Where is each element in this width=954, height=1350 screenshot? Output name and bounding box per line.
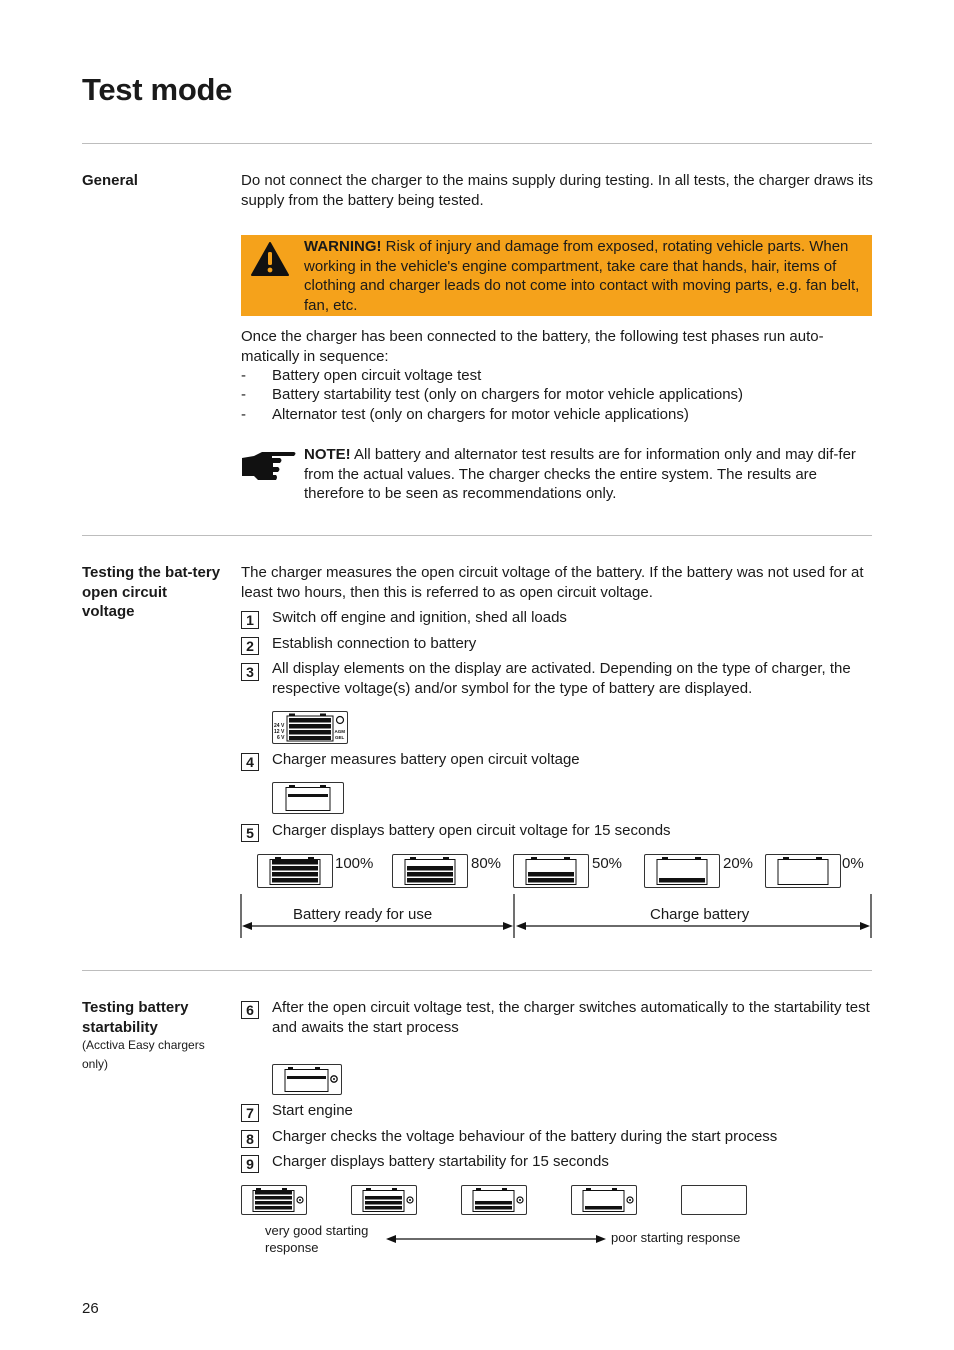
- step-number: 7: [241, 1104, 259, 1122]
- page-number: 26: [82, 1300, 99, 1317]
- startability-bar: [585, 1206, 622, 1210]
- section-heading-startability: Testing battery startability: [82, 999, 189, 1036]
- battery-level-display: [644, 854, 720, 888]
- scale-label-good: very good starting response: [265, 1223, 369, 1255]
- warning-triangle-icon: [250, 241, 290, 277]
- step-number: 2: [241, 637, 259, 655]
- ocv-intro: The charger measures the open circuit voltage of the battery. If the battery was not used for at least two hours, then this is referred to as open circuit voltage.: [241, 564, 864, 601]
- step-number: 1: [241, 611, 259, 629]
- level-percent: 100%: [335, 855, 374, 872]
- startability-bar: [365, 1206, 402, 1210]
- step-text: All display elements on the display are activated. Depending on the type of charger, the respective voltage(s) and/or symbol for the type of battery are displayed.: [272, 660, 851, 697]
- level-percent: 0%: [842, 855, 864, 872]
- step-text: Start engine: [272, 1102, 353, 1119]
- warning-box: [241, 235, 872, 316]
- battery-level-display: [513, 854, 589, 888]
- voltage-label: 24 V: [274, 723, 285, 729]
- step-text: Switch off engine and ignition, shed all loads: [272, 609, 567, 626]
- battery-level-display: [392, 854, 468, 888]
- startability-level-display: [351, 1185, 417, 1215]
- level-percent: 20%: [723, 855, 754, 872]
- step-text: Establish connection to battery: [272, 635, 477, 652]
- step-text: Charger measures battery open circuit voltage: [272, 751, 580, 768]
- startability-bar: [255, 1191, 292, 1195]
- level-bar: [407, 866, 453, 871]
- startability-bar: [475, 1201, 512, 1205]
- startability-bar: [255, 1201, 292, 1205]
- battery-type-label: AGM: [334, 729, 345, 734]
- note-label: NOTE!: [304, 446, 351, 463]
- level-bar: [272, 860, 318, 865]
- battery-level-display: [257, 854, 333, 888]
- note-text: [304, 445, 873, 504]
- startability-note: (Acctiva Easy chargers only): [82, 1038, 205, 1071]
- range-label-ready: Battery ready for use: [293, 906, 433, 923]
- display-startability-wait: [272, 1064, 342, 1095]
- level-bar: [528, 872, 574, 877]
- level-bar: [272, 866, 318, 871]
- step-number: 6: [241, 1001, 259, 1019]
- level-bar: [407, 878, 453, 883]
- warning-text: [304, 237, 870, 315]
- step-text: Charger checks the voltage behaviour of the battery during the start process: [272, 1128, 778, 1145]
- display-measuring: [272, 782, 344, 814]
- level-bar: [407, 872, 453, 877]
- step-number: 4: [241, 753, 259, 771]
- startability-level-display: [461, 1185, 527, 1215]
- battery-level-display: [765, 854, 841, 888]
- step-number: 3: [241, 663, 259, 681]
- startability-level-display: [571, 1185, 637, 1215]
- startability-bar: [365, 1196, 402, 1200]
- pointing-hand-icon: [240, 448, 298, 484]
- scale-label-poor: poor starting response: [611, 1230, 741, 1245]
- step-text: After the open circuit voltage test, the charger switches automatically to the startability test and awaits the start process: [272, 999, 870, 1036]
- note-body: All battery and alternator test results are for information only and may dif-fer from the actual values. The charger checks the entire system. The results are therefore to be seen as recommendations only.: [304, 446, 856, 502]
- section-heading-ocv: Testing the bat-tery open circuit voltage: [82, 564, 221, 620]
- level-bar: [272, 872, 318, 877]
- level-percent: 50%: [592, 855, 623, 872]
- section-divider: [82, 143, 872, 144]
- battery-type-label: GEL: [335, 735, 345, 740]
- startability-level-display: [241, 1185, 307, 1215]
- level-bar: [659, 878, 705, 883]
- step-number: 5: [241, 824, 259, 842]
- startability-bar: [255, 1206, 292, 1210]
- step-text: Charger displays battery open circuit voltage for 15 seconds: [272, 822, 671, 839]
- step-text: Charger displays battery startability for 15 seconds: [272, 1153, 609, 1170]
- level-bar: [528, 878, 574, 883]
- warning-label: WARNING!: [304, 238, 382, 255]
- voltage-label: 12 V: [274, 729, 285, 735]
- display-all-segments: [272, 711, 348, 744]
- section-heading-general: General: [82, 172, 138, 189]
- range-label-charge: Charge battery: [650, 906, 750, 923]
- voltage-label: 6 V: [277, 735, 285, 741]
- startability-level-display: [681, 1185, 747, 1215]
- level-percent: 80%: [471, 855, 502, 872]
- sequence-intro: Once the charger has been connected to the battery, the following test phases run auto-matically in sequence:: [241, 328, 824, 365]
- step-number: 8: [241, 1130, 259, 1148]
- startability-bar: [365, 1201, 402, 1205]
- startability-bar: [255, 1196, 292, 1200]
- general-intro: Do not connect the charger to the mains supply during testing. In all tests, the charger draws its supply from the battery being tested.: [241, 172, 873, 209]
- warning-body: Risk of injury and damage from exposed, rotating vehicle parts. When working in the vehicle's engine compartment, take care that hands, hair, items of clothing and charger leads do not come into contact with moving parts, e.g. fan belt, fan, etc.: [304, 238, 860, 314]
- page-title: Test mode: [82, 72, 233, 107]
- step-number: 9: [241, 1155, 259, 1173]
- section-divider: [82, 535, 872, 536]
- level-bar: [272, 878, 318, 883]
- section-divider: [82, 970, 872, 971]
- startability-bar: [475, 1206, 512, 1210]
- double-arrow-icon: [384, 1232, 608, 1246]
